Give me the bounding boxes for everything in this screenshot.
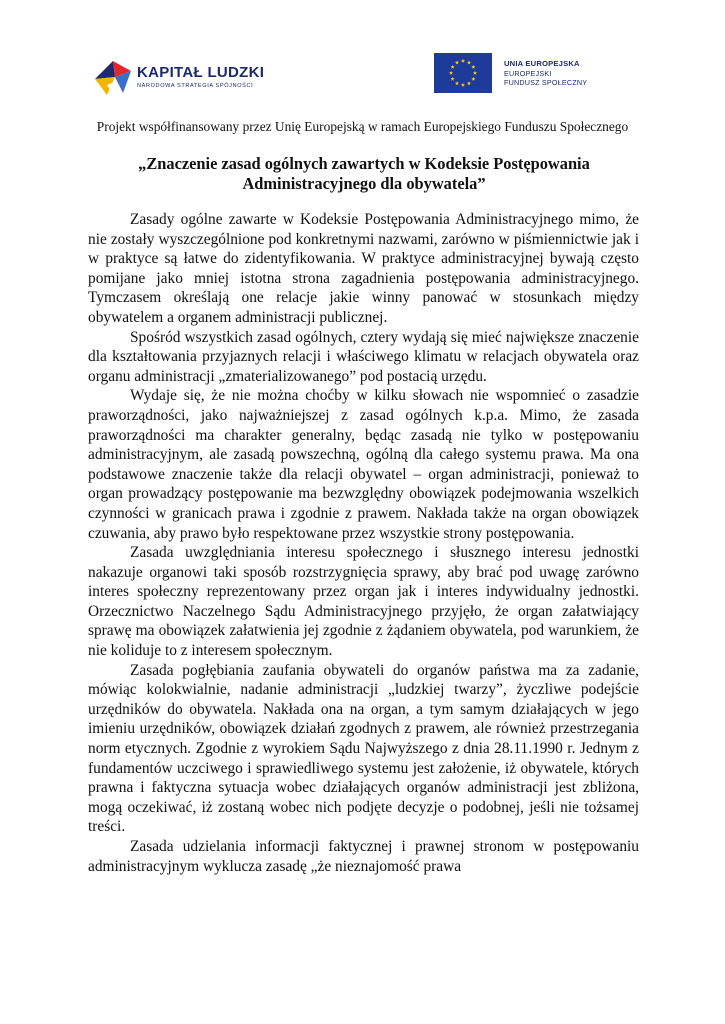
eu-star-icon	[471, 65, 475, 69]
eu-star-icon	[455, 60, 459, 64]
eu-logo-line1: UNIA EUROPEJSKA	[504, 59, 580, 68]
kapital-ludzki-title: KAPITAŁ LUDZKI	[137, 64, 265, 81]
document-title-line1: „Znaczenie zasad ogólnych zawartych w Kodeksie Postępowania	[138, 154, 590, 173]
document-body	[88, 210, 639, 876]
body-paragraph: Zasady ogólne zawarte w Kodeksie Postępowania Administracyjnego mimo, że nie zostały wyszczególnione pod konkretnymi nazwami, zarówno w piśmiennictwie jak i w praktyce są łatwe do zidentyfikowania. W praktyce administracyjnej bywają często pomijane jako mniej istotna strona zagadnienia postępowania administracyjnego. Tymczasem określają one relacje jakie winny panować w stosunkach między obywatelem a organem administracji publicznej.	[88, 211, 639, 326]
body-paragraph: Zasada uwzględniania interesu społecznego i słusznego interesu jednostki nakazuje organowi taki sposób rozstrzygnięcia sprawy, aby brać pod uwagę zarówno interes społeczny reprezentowany przez organ jak i interes indywidualny jednostki. Orzecznictwo Naczelnego Sądu Administracyjnego przyjęło, że organ załatwiający sprawę ma obowiązek załatwienia jej zgodnie z żądaniem obywatela, pod warunkiem, że nie koliduje to z interesem społecznym.	[88, 544, 639, 660]
document-title-line2: Administracyjnego dla obywatela”	[242, 174, 486, 193]
eu-star-icon	[455, 81, 459, 85]
eu-efs-logo	[434, 50, 634, 96]
body-paragraph: Wydaje się, że nie można choćby w kilku słowach nie wspomnieć o zasadzie praworządności, jako najważniejszej z zasad ogólnych k.p.a. Mimo, że zasada praworządności ma charakter generalny, będąc zasadą nie tylko w postępowaniu administracyjnym, ale zasadą powszechną, ogólną dla całego systemu prawa. Ma ona podstawowe znaczenie także dla relacji obywatel – organ administracji, ponieważ to organ prowadzący postępowanie ma bezwzględny obowiązek podejmowania wszelkich czynności w granicach prawa i zgodnie z prawem. Nakłada także na organ obowiązek czuwania, aby prawo było respektowane przez wszystkie strony postępowania.	[88, 387, 639, 542]
kapital-ludzki-subtitle: NARODOWA STRATEGIA SPÓJNOŚCI	[137, 83, 254, 89]
eu-flag-icon	[434, 53, 492, 93]
eu-star-icon	[451, 77, 455, 81]
eu-star-icon	[471, 77, 475, 81]
eu-star-icon	[467, 60, 471, 64]
funding-statement: Projekt współfinansowany przez Unię Europejską w ramach Europejskiego Funduszu Społecznego	[96, 119, 629, 134]
body-paragraph: Zasada udzielania informacji faktycznej i prawnej stronom w postępowaniu administracyjnym wyklucza zasadę „że nieznajomość prawa	[88, 838, 639, 875]
kapital-ludzki-logo	[93, 56, 268, 98]
eu-logo-line2: EUROPEJSKI	[504, 69, 552, 78]
eu-star-icon	[473, 71, 477, 75]
eu-star-icon	[449, 71, 453, 75]
body-paragraph: Spośród wszystkich zasad ogólnych, cztery wydają się mieć największe znaczenie dla kształtowania przyjaznych relacji i właściwego klimatu w relacjach obywatela oraz organu administracji „zmaterializowanego” pod postacią urzędu.	[88, 328, 639, 385]
eu-star-icon	[461, 83, 465, 87]
eu-star-icon	[451, 65, 455, 69]
body-paragraph: Zasada pogłębiania zaufania obywateli do organów państwa ma za zadanie, mówiąc kolokwialnie, nadanie administracji „ludzkiej twarzy”, życzliwe podejście urzędników do obywatela. Nakłada ona na organ, a tym samym działających w jego imieniu urzędników, obowiązek działań zgodnych z prawem, ale również przestrzegania norm etycznych. Zgodnie z wyrokiem Sądu Najwyższego z dnia 28.11.1990 r. Jednym z fundamentów uczciwego i sprawiedliwego systemu jest założenie, iż obywatele, których prawna i faktyczna sytuacja wobec działających organów administracji jest zbliżona, mogą oczekiwać, iż zostaną wobec nich podjęte decyzje o podobnej, jeśli nie tożsamej treści.	[88, 661, 639, 836]
kapital-ludzki-emblem-icon	[93, 57, 133, 97]
eu-star-icon	[461, 59, 465, 63]
eu-logo-line3: FUNDUSZ SPOŁECZNY	[504, 78, 588, 87]
document-title	[90, 154, 638, 194]
eu-star-icon	[467, 81, 471, 85]
